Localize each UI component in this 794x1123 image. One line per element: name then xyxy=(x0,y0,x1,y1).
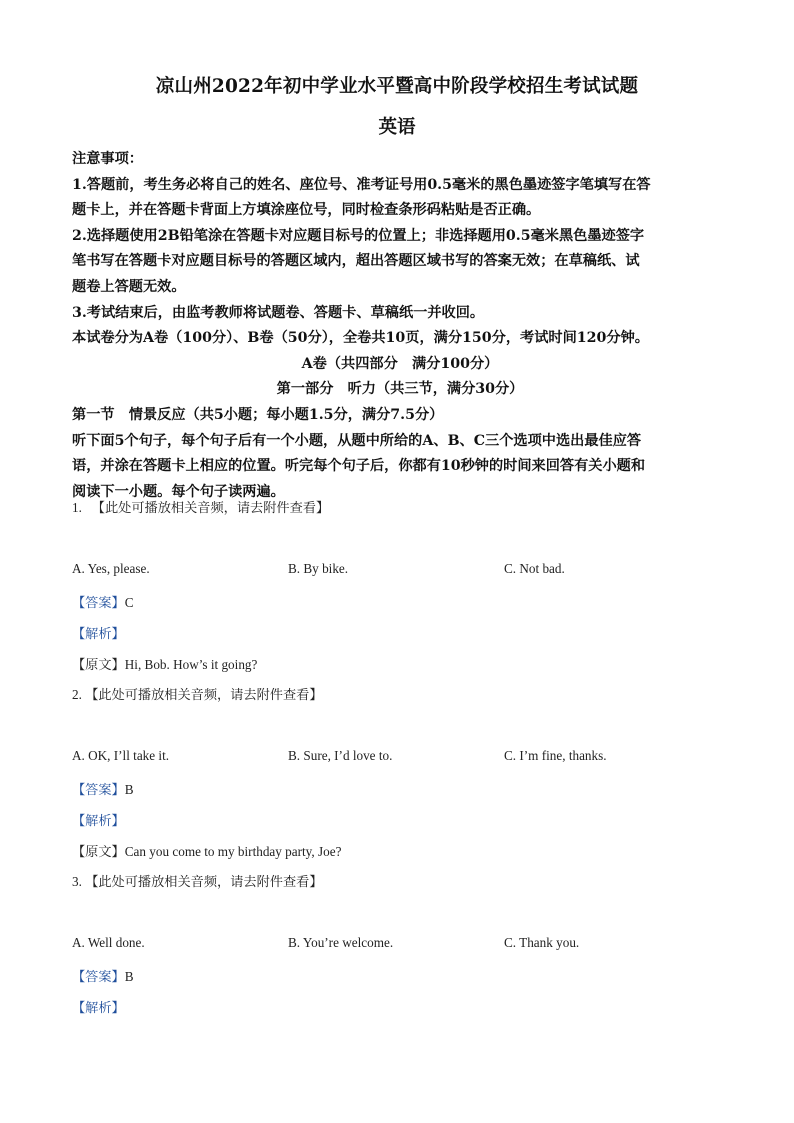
analysis-label: 【解析】 xyxy=(72,1000,125,1015)
note-line: 1.答题前，考生务必将自己的姓名、座位号、准考证号用0.5毫米的黑色墨迹签字笔填写在答 xyxy=(72,176,651,193)
question-number: 2. xyxy=(72,687,82,702)
note-line: 笔书写在答题卡对应题目标号的答题区域内，超出答题区域书写的答案无效；在草稿纸、试 xyxy=(72,253,640,270)
note-line: 题卷上答题无效。 xyxy=(72,278,186,295)
section-one-heading: 第一节 情景反应（共5小题；每小题1.5分，满分7.5分） xyxy=(72,406,444,423)
instruction-line: 听下面5个句子，每个句子后有一个小题，从题中所给的A、B、C三个选项中选出最佳应答 xyxy=(72,432,642,449)
source-line xyxy=(72,841,341,860)
option-b: B. Sure, I’d love to. xyxy=(288,748,393,763)
answer-line xyxy=(72,592,134,611)
answer-value: C xyxy=(124,595,134,610)
exam-notes xyxy=(72,147,728,505)
source-text: Can you come to my birthday party, Joe? xyxy=(124,844,342,859)
answer-label: 【答案】 xyxy=(72,595,125,610)
answer-value: B xyxy=(124,782,134,797)
note-line: 3.考试结束后，由监考教师将试题卷、答题卡、草稿纸一并收回。 xyxy=(72,304,485,321)
option-b: B. By bike. xyxy=(288,561,349,576)
audio-placeholder[interactable]: 【此处可播放相关音频，请去附件查看】 xyxy=(85,687,323,702)
option-c: C. Thank you. xyxy=(504,935,580,950)
note-line: 题卡上，并在答题卡背面上方填涂座位号，同时检查条形码粘贴是否正确。 xyxy=(72,202,541,219)
source-label: 【原文】 xyxy=(72,657,125,672)
analysis-label: 【解析】 xyxy=(72,626,125,641)
option-b: B. You’re welcome. xyxy=(288,935,394,950)
answer-label: 【答案】 xyxy=(72,969,125,984)
option-c: C. Not bad. xyxy=(504,561,565,576)
question-number: 1. xyxy=(72,500,82,515)
option-a: A. Yes, please. xyxy=(72,561,150,576)
source-label: 【原文】 xyxy=(72,844,125,859)
part-one-heading: 第一部分 听力（共三节，满分30分） xyxy=(276,381,524,398)
instruction-line: 语，并涂在答题卡上相应的位置。听完每个句子后，你都有10秒钟的时间来回答有关小题和 xyxy=(72,458,646,475)
instruction-line: 阅读下一小题。每个句子读两遍。 xyxy=(72,483,285,500)
option-a: A. OK, I’ll take it. xyxy=(72,748,170,763)
answer-line xyxy=(72,966,134,985)
part-a-heading: A卷（共四部分 满分100分） xyxy=(301,355,499,372)
option-c: C. I’m fine, thanks. xyxy=(504,748,607,763)
analysis-label: 【解析】 xyxy=(72,813,125,828)
answer-line xyxy=(72,779,134,798)
source-text: Hi, Bob. How’s it going? xyxy=(124,657,258,672)
answer-label: 【答案】 xyxy=(72,782,125,797)
answer-value: B xyxy=(124,969,134,984)
note-line: 2.选择题使用2B铅笔涂在答题卡对应题目标号的位置上；非选择题用0.5毫米黑色墨迹签字 xyxy=(72,227,645,244)
audio-placeholder[interactable]: 【此处可播放相关音频，请去附件查看】 xyxy=(91,500,330,515)
option-a: A. Well done. xyxy=(72,935,145,950)
notes-heading: 注意事项： xyxy=(72,151,143,167)
exam-title: 凉山州2022年初中学业水平暨高中阶段学校招生考试试题 xyxy=(155,76,639,97)
question-number: 3. xyxy=(72,874,82,889)
audio-placeholder[interactable]: 【此处可播放相关音频，请去附件查看】 xyxy=(85,874,323,889)
subject-title: 英语 xyxy=(378,117,416,138)
paper-info: 本试卷分为A卷（100分）、B卷（50分），全卷共10页，满分150分，考试时间120分钟。 xyxy=(72,330,649,347)
source-line xyxy=(72,654,257,673)
